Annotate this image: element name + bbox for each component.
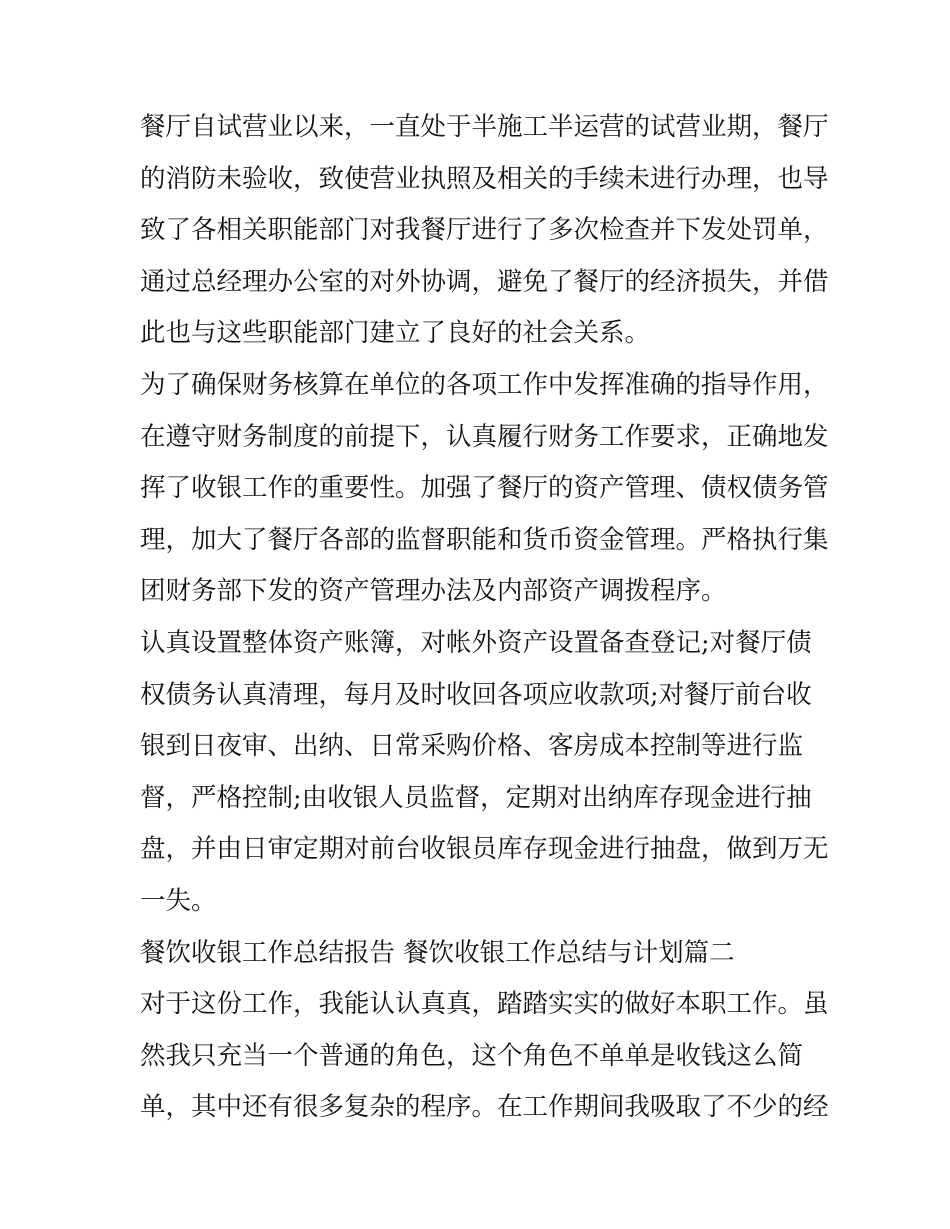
- text-line: 一失。: [140, 885, 217, 916]
- text-line: 团财务部下发的资产管理办法及内部资产调拨程序。: [140, 576, 727, 607]
- text-line: 挥了收银工作的重要性。加强了餐厅的资产管理、债权债务管: [140, 473, 829, 504]
- text-line: 致了各相关职能部门对我餐厅进行了多次检查并下发处罚单，: [140, 215, 829, 246]
- text-line: 单，其中还有很多复杂的程序。在工作期间我吸取了不少的经: [140, 1092, 829, 1123]
- text-line: 对于这份工作，我能认认真真，踏踏实实的做好本职工作。虽: [140, 989, 829, 1020]
- text-line: 然我只充当一个普通的角色，这个角色不单单是收钱这么简: [140, 1040, 804, 1071]
- text-line: 的消防未验收，致使营业执照及相关的手续未进行办理，也导: [140, 163, 829, 194]
- text-line: 权债务认真清理，每月及时收回各项应收款项;对餐厅前台收: [140, 679, 812, 710]
- text-line: 此也与这些职能部门建立了良好的社会关系。: [140, 318, 651, 349]
- text-line: 通过总经理办公室的对外协调，避免了餐厅的经济损失，并借: [140, 266, 829, 297]
- text-line: 在遵守财务制度的前提下，认真履行财务工作要求，正确地发: [140, 421, 829, 452]
- text-line: 督，严格控制;由收银人员监督，定期对出纳库存现金进行抽: [140, 782, 812, 813]
- text-line: 餐厅自试营业以来，一直处于半施工半运营的试营业期，餐厅: [140, 112, 829, 142]
- text-line: 认真设置整体资产账簿，对帐外资产设置备查登记;对餐厅债: [140, 627, 812, 658]
- text-line: 为了确保财务核算在单位的各项工作中发挥准确的指导作用，: [140, 369, 829, 400]
- document-body: [140, 102, 829, 1134]
- text-line: 银到日夜审、出纳、日常采购价格、客房成本控制等进行监: [140, 731, 804, 762]
- section-heading: 餐饮收银工作总结报告 餐饮收银工作总结与计划篇二: [140, 937, 735, 968]
- text-line: 理，加大了餐厅各部的监督职能和货币资金管理。严格执行集: [140, 524, 829, 555]
- text-line: 盘，并由日审定期对前台收银员库存现金进行抽盘，做到万无: [140, 834, 829, 865]
